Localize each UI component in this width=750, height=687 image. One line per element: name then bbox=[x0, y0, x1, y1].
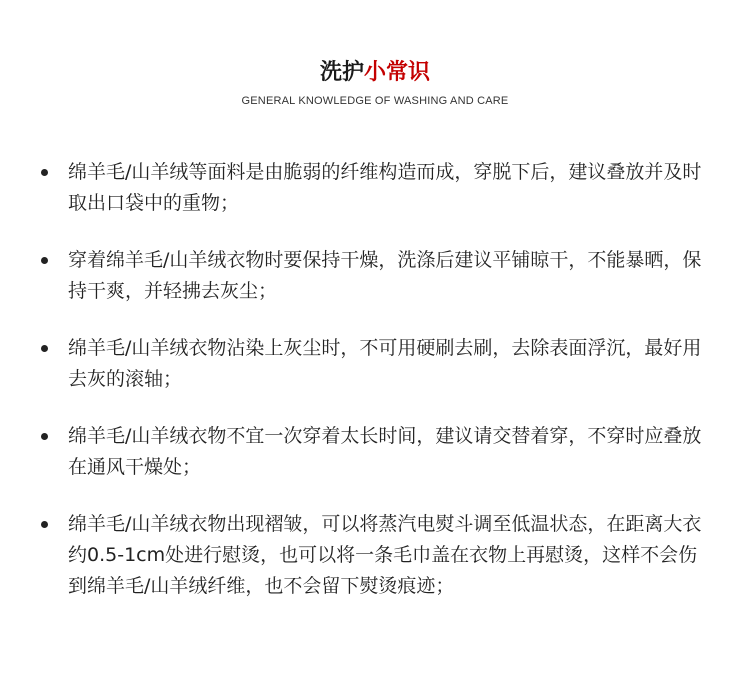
tip-text: 穿着绵羊毛/山羊绒衣物时要保持干燥，洗涤后建议平铺晾干，不能暴晒，保持干爽，并轻拂去灰尘； bbox=[68, 249, 702, 302]
tip-item bbox=[40, 245, 710, 307]
page-subtitle: GENERAL KNOWLEDGE OF WASHING AND CARE bbox=[241, 95, 509, 107]
bullet-dot-icon bbox=[41, 433, 48, 440]
tip-text: 绵羊毛/山羊绒衣物不宜一次穿着太长时间，建议请交替着穿，不穿时应叠放在通风干燥处； bbox=[68, 425, 702, 478]
care-tips-list bbox=[40, 157, 710, 628]
tip-text: 绵羊毛/山羊绒衣物出现褶皱，可以将蒸汽电熨斗调至低温状态，在距离大衣约0.5-1cm处进行慰烫，也可以将一条毛巾盖在衣物上再慰烫，这样不会伤到绵羊毛/山羊绒纤维，也不会留下熨烫痕迹； bbox=[68, 513, 702, 597]
tip-text: 绵羊毛/山羊绒衣物沾染上灰尘时，不可用硬刷去刷，去除表面浮沉，最好用去灰的滚轴； bbox=[68, 337, 702, 390]
bullet-dot-icon bbox=[41, 169, 48, 176]
tip-item bbox=[40, 333, 710, 395]
title-main: 洗护 bbox=[319, 60, 364, 85]
bullet-dot-icon bbox=[41, 521, 48, 528]
page-header bbox=[0, 58, 750, 108]
tip-text: 绵羊毛/山羊绒等面料是由脆弱的纤维构造而成，穿脱下后，建议叠放并及时取出口袋中的重物； bbox=[68, 161, 702, 214]
title-accent: 小常识 bbox=[364, 60, 431, 85]
tip-item bbox=[40, 157, 710, 219]
tip-item bbox=[40, 509, 710, 602]
bullet-dot-icon bbox=[41, 257, 48, 264]
page-title bbox=[0, 58, 750, 88]
bullet-dot-icon bbox=[41, 345, 48, 352]
tip-item bbox=[40, 421, 710, 483]
